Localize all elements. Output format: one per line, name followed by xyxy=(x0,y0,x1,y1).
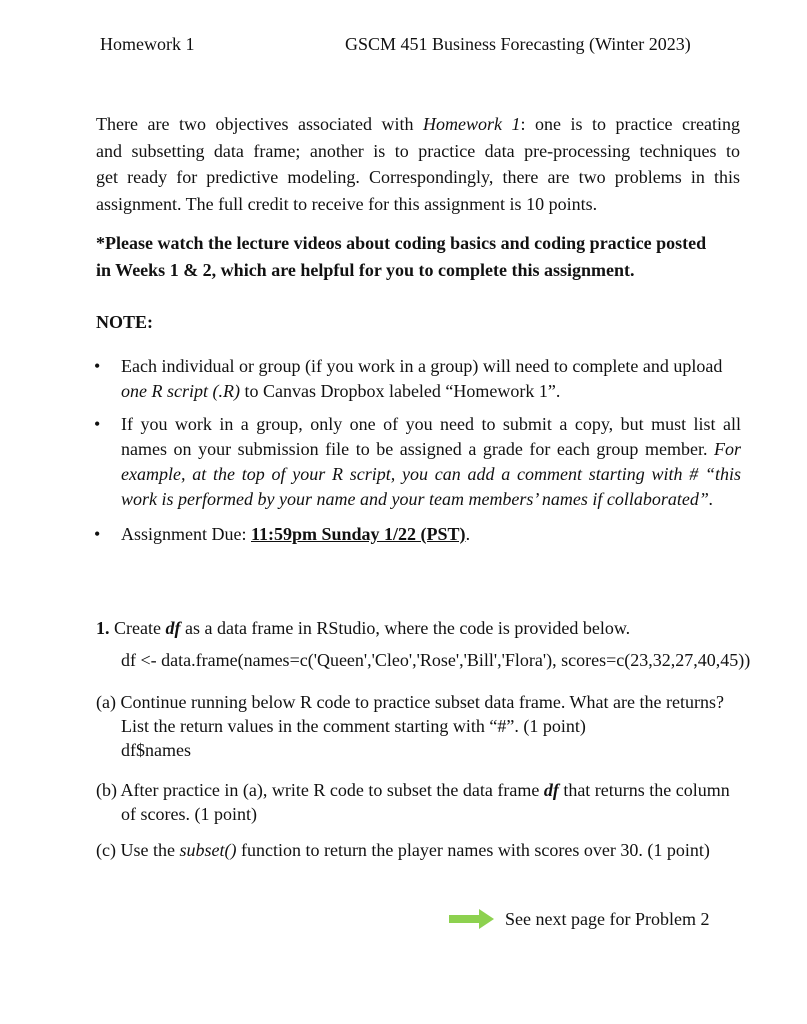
bullet-dot: • xyxy=(94,414,101,434)
bullet-dot: • xyxy=(94,524,101,544)
problem-1-code: df <- data.frame(names=c('Queen','Cleo','Rose','Bill','Flora'), scores=c(23,32,27,40,45)) xyxy=(121,650,751,670)
intro-line-1: There are two objectives associated with Homework 1: one is to practice creating xyxy=(96,114,740,134)
part-a: (a) Continue running below R code to practice subset data frame. What are the returns? List the return values in the comment starting with “#”. (1 point) df$names xyxy=(96,692,724,760)
next-page-note: See next page for Problem 2 xyxy=(449,908,709,930)
part-c: (c) Use the subset() function to return the player names with scores over 30. (1 point) xyxy=(96,840,710,860)
watch-notice: *Please watch the lecture videos about coding basics and coding practice posted in Weeks 1 & 2, which are helpful for you to complete this assignment. xyxy=(96,233,707,280)
intro-line-2: and subsetting data frame; another is to practice data pre-processing techniques to xyxy=(96,140,740,161)
right-arrow-icon xyxy=(449,908,495,930)
header-left: Homework 1 xyxy=(100,34,195,54)
intro-paragraph xyxy=(96,111,740,217)
due-date: 11:59pm Sunday 1/22 (PST) xyxy=(251,524,466,544)
intro-line-4: assignment. The full credit to receive for this assignment is 10 points. xyxy=(96,193,598,214)
part-b: (b) After practice in (a), write R code to subset the data frame df that returns the column of scores. (1 point) xyxy=(96,780,730,824)
bullet-dot: • xyxy=(94,356,101,376)
note-title: NOTE: xyxy=(96,312,154,332)
problem-1-title: 1. Create df as a data frame in RStudio, where the code is provided below. xyxy=(96,618,631,638)
intro-line-3: get ready for predictive modeling. Correspondingly, there are two problems in this xyxy=(96,167,740,187)
header-right: GSCM 451 Business Forecasting (Winter 2023) xyxy=(345,34,691,54)
